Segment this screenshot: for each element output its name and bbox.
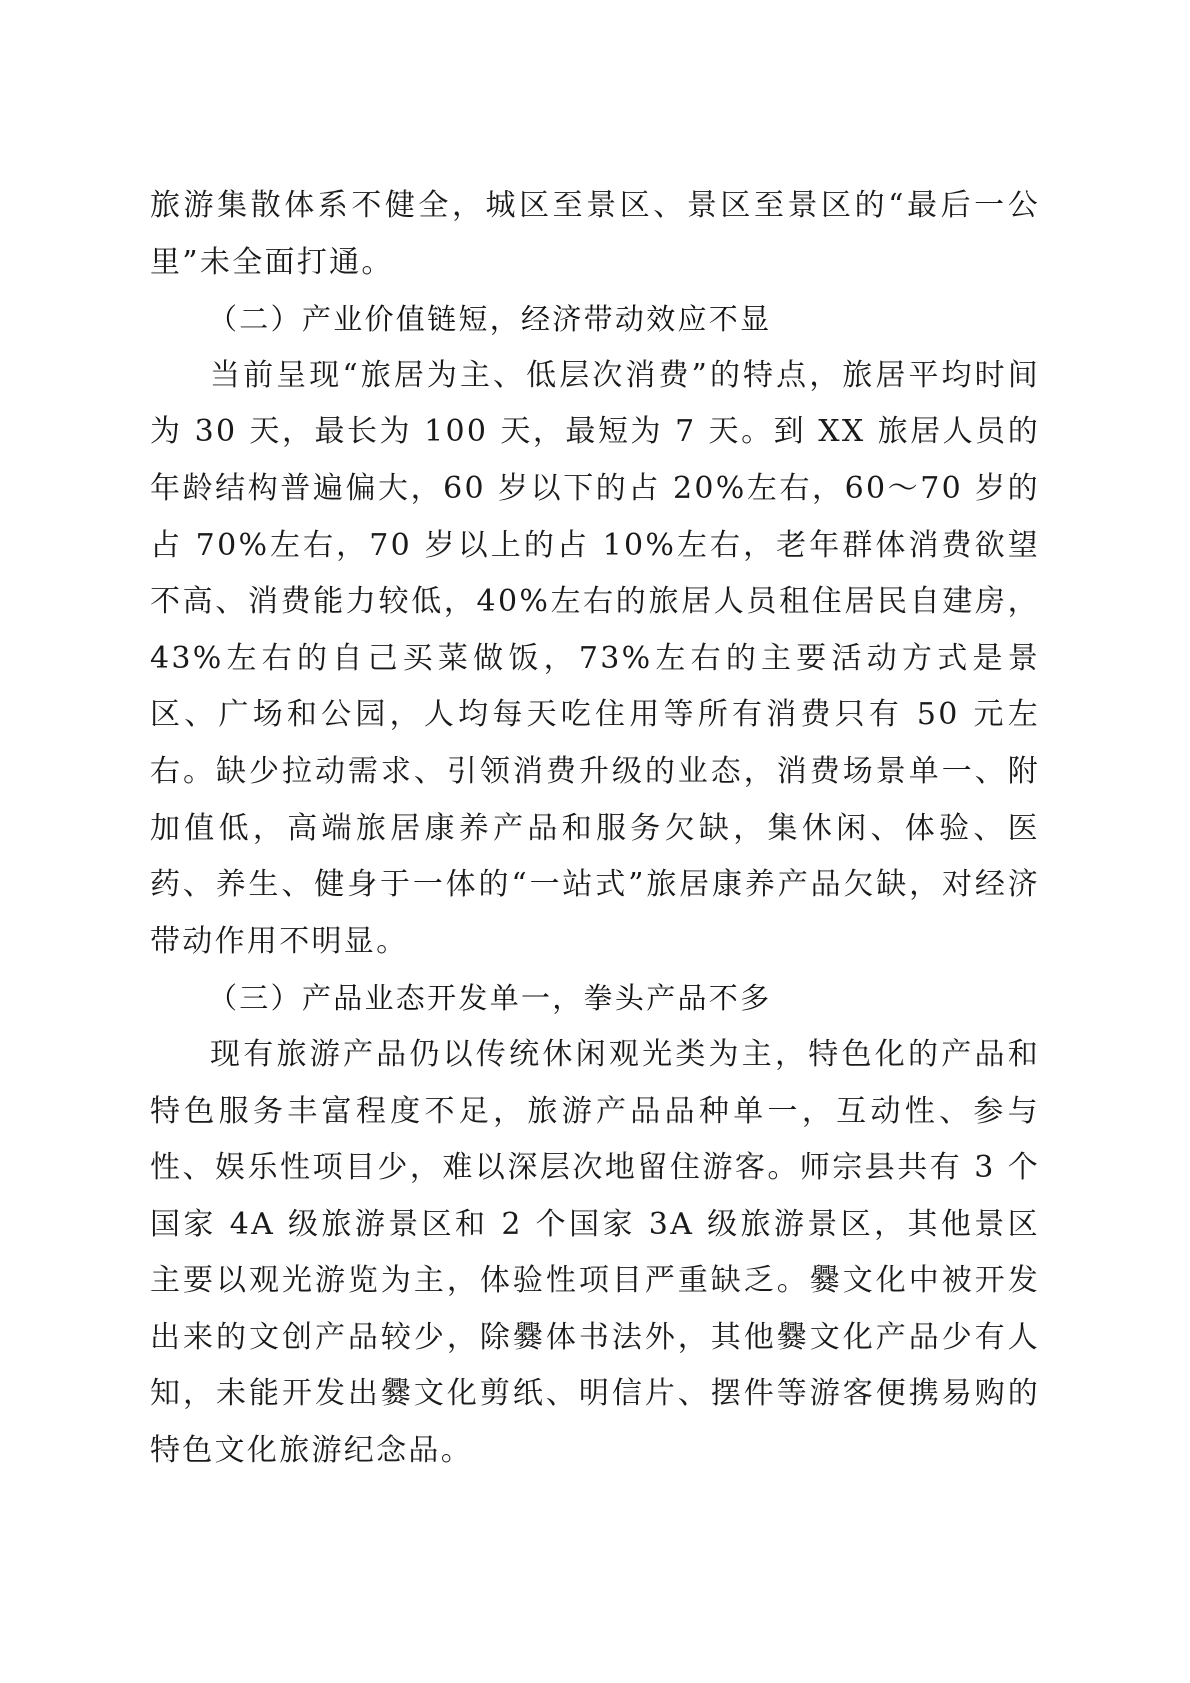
paragraph-continuation: 旅游集散体系不健全，城区至景区、景区至景区的“最后一公里”未全面打通。 — [150, 188, 1040, 280]
paragraph-section-2: 当前呈现“旅居为主、低层次消费”的特点，旅居平均时间为 30 天，最长为 100 天，最短为 7 天。到 XX 旅居人员的年龄结构普遍偏大，60 岁以下的占 20%左右，60～70 岁的占 70%左右，70 岁以上的占 10%左右，老年群体消费欲望不高、消费能力较低，40%左右的旅居人员租住居民自建房，43%左右的自己买菜做饭，73%左右的主要活动方式是景区、广场和公园，人均每天吃住用等所有消费只有 50 元左右。缺少拉动需求、引领消费升级的业态，消费场景单一、附加值低，高端旅居康养产品和服务欠缺，集休闲、体验、医药、养生、健身于一体的“一站式”旅居康养产品欠缺，对经济带动作用不明显。 — [150, 357, 1040, 959]
section-heading-2: （二）产业价值链短，经济带动效应不显 — [208, 302, 772, 337]
section-heading-3: （三）产品业态开发单一，拳头产品不多 — [208, 981, 772, 1016]
paragraph-section-3: 现有旅游产品仍以传统休闲观光类为主，特色化的产品和特色服务丰富程度不足，旅游产品品种单一，互动性、参与性、娱乐性项目少，难以深层次地留住游客。师宗县共有 3 个国家 4A 级旅游景区和 2 个国家 3A 级旅游景区，其他景区主要以观光游览为主，体验性项目严重缺乏。爨文化中被开发出来的文创产品较少，除爨体书法外，其他爨文化产品少有人知，未能开发出爨文化剪纸、明信片、摆件等游客便携易购的特色文化旅游纪念品。 — [150, 1036, 1040, 1469]
document-body — [150, 178, 1040, 1480]
